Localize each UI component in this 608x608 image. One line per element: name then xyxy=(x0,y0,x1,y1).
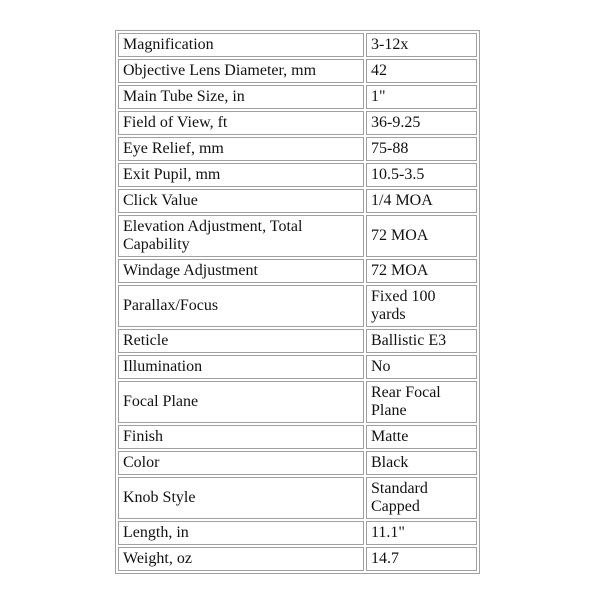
table-row xyxy=(118,451,477,475)
spec-label: Length, in xyxy=(118,521,364,545)
spec-value: Ballistic E3 xyxy=(366,329,477,353)
spec-label: Elevation Adjustment, Total Capability xyxy=(118,215,364,257)
spec-value: 3-12x xyxy=(366,33,477,57)
table-row xyxy=(118,521,477,545)
table-row xyxy=(118,259,477,283)
table-row xyxy=(118,355,477,379)
spec-label: Eye Relief, mm xyxy=(118,137,364,161)
spec-value: 36-9.25 xyxy=(366,111,477,135)
spec-value: Fixed 100 yards xyxy=(366,285,477,327)
table-row xyxy=(118,85,477,109)
table-row xyxy=(118,547,477,571)
table-row xyxy=(118,33,477,57)
spec-label: Click Value xyxy=(118,189,364,213)
table-row xyxy=(118,215,477,257)
spec-label: Main Tube Size, in xyxy=(118,85,364,109)
spec-value: Black xyxy=(366,451,477,475)
spec-value: Rear Focal Plane xyxy=(366,381,477,423)
spec-label: Parallax/Focus xyxy=(118,285,364,327)
spec-label: Finish xyxy=(118,425,364,449)
spec-value: Standard Capped xyxy=(366,477,477,519)
spec-label: Focal Plane xyxy=(118,381,364,423)
spec-value: 10.5-3.5 xyxy=(366,163,477,187)
table-row xyxy=(118,137,477,161)
table-row xyxy=(118,189,477,213)
spec-label: Exit Pupil, mm xyxy=(118,163,364,187)
spec-value: No xyxy=(366,355,477,379)
spec-label: Illumination xyxy=(118,355,364,379)
table-row xyxy=(118,163,477,187)
spec-value: 72 MOA xyxy=(366,215,477,257)
table-row xyxy=(118,477,477,519)
spec-label: Objective Lens Diameter, mm xyxy=(118,59,364,83)
spec-label: Field of View, ft xyxy=(118,111,364,135)
table-row xyxy=(118,425,477,449)
table-row xyxy=(118,329,477,353)
spec-table xyxy=(115,30,480,574)
table-row xyxy=(118,111,477,135)
spec-value: Matte xyxy=(366,425,477,449)
spec-value: 72 MOA xyxy=(366,259,477,283)
spec-label: Knob Style xyxy=(118,477,364,519)
spec-value: 1/4 MOA xyxy=(366,189,477,213)
spec-label: Weight, oz xyxy=(118,547,364,571)
table-row xyxy=(118,381,477,423)
spec-label: Color xyxy=(118,451,364,475)
spec-value: 14.7 xyxy=(366,547,477,571)
spec-label: Windage Adjustment xyxy=(118,259,364,283)
table-row xyxy=(118,285,477,327)
table-row xyxy=(118,59,477,83)
spec-label: Magnification xyxy=(118,33,364,57)
spec-value: 1" xyxy=(366,85,477,109)
spec-value: 11.1" xyxy=(366,521,477,545)
spec-value: 42 xyxy=(366,59,477,83)
spec-label: Reticle xyxy=(118,329,364,353)
spec-value: 75-88 xyxy=(366,137,477,161)
